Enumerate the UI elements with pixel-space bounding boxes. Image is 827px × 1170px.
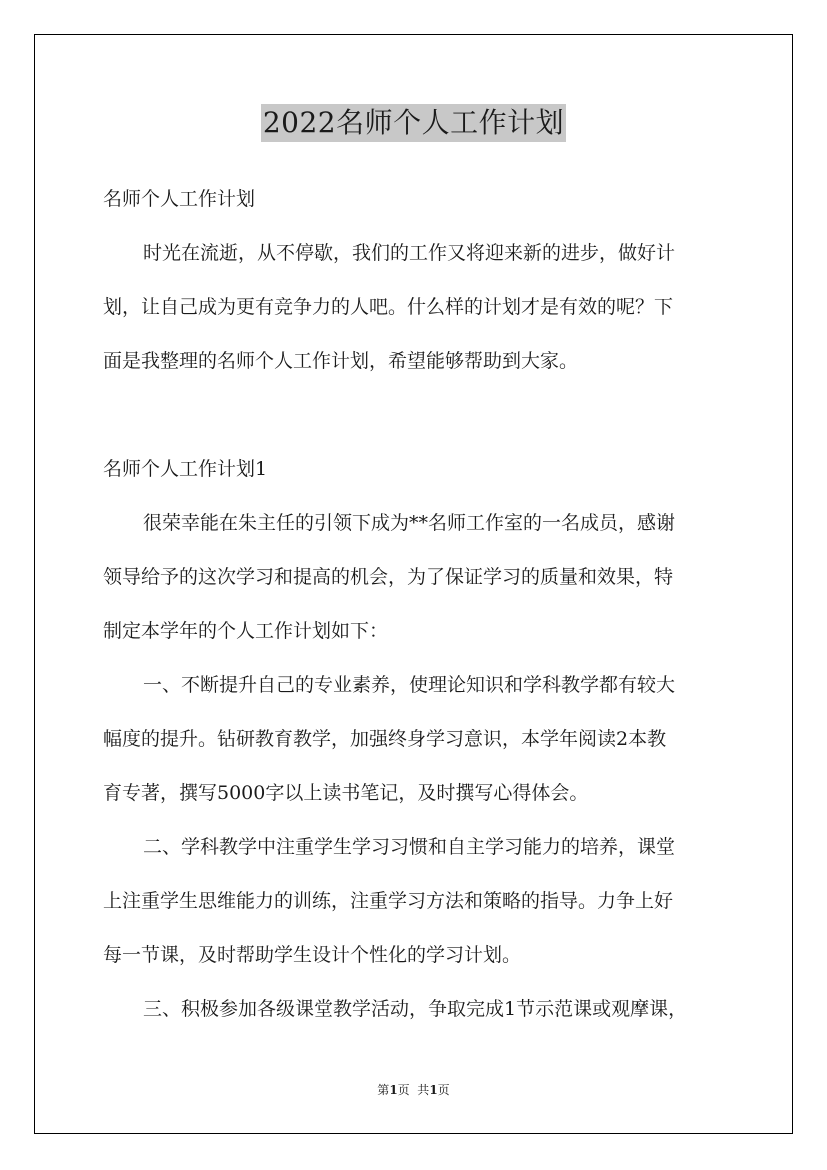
para3-line-2: 上注重学生思维能力的训练，注重学习方法和策略的指导。力争上好 [103, 890, 674, 912]
page-footer [0, 1082, 827, 1098]
para1-line-1: 很荣幸能在朱主任的引领下成为**名师工作室的一名成员，感谢 [143, 512, 676, 534]
footer-page-suffix: 页 [437, 1083, 450, 1097]
blank-line [103, 388, 727, 442]
title-wrap [0, 104, 827, 142]
para2-line-2: 幅度的提升。钻研教育教学，加强终身学习意识，本学年阅读2本教 [103, 728, 667, 750]
document-title: 2022名师个人工作计划 [261, 104, 566, 142]
para2-line-3: 育专著，撰写5000字以上读书笔记，及时撰写心得体会。 [103, 782, 589, 804]
intro-line-2: 划，让自己成为更有竞争力的人吧。什么样的计划才是有效的呢？下 [103, 296, 674, 318]
paragraph-3 [103, 820, 727, 982]
footer-page-current: 1 [389, 1083, 398, 1097]
footer-page-prefix: 第 [377, 1083, 390, 1097]
section-heading: 名师个人工作计划1 [103, 458, 268, 480]
paragraph-1 [103, 496, 727, 658]
para3-line-1: 二、学科教学中注重学生学习习惯和自主学习能力的培养，课堂 [143, 836, 676, 858]
footer-page-total: 1 [429, 1083, 438, 1097]
footer-page-mid: 页 共 [397, 1083, 430, 1097]
para2-line-1: 一、不断提升自己的专业素养，使理论知识和学科教学都有较大 [143, 674, 676, 696]
paragraph-4 [103, 982, 727, 1036]
para1-line-3: 制定本学年的个人工作计划如下： [103, 620, 389, 642]
intro-line-1: 时光在流逝，从不停歇，我们的工作又将迎来新的进步，做好计 [143, 242, 676, 264]
intro-line-3: 面是我整理的名师个人工作计划，希望能够帮助到大家。 [103, 350, 579, 372]
document-body [103, 172, 727, 1036]
para4-line-1: 三、积极参加各级课堂教学活动，争取完成1节示范课或观摩课， [143, 998, 688, 1020]
subtitle: 名师个人工作计划 [103, 188, 256, 210]
para3-line-3: 每一节课，及时帮助学生设计个性化的学习计划。 [103, 944, 522, 966]
intro-paragraph [103, 226, 727, 388]
para1-line-2: 领导给予的这次学习和提高的机会，为了保证学习的质量和效果，特 [103, 566, 674, 588]
paragraph-2 [103, 658, 727, 820]
